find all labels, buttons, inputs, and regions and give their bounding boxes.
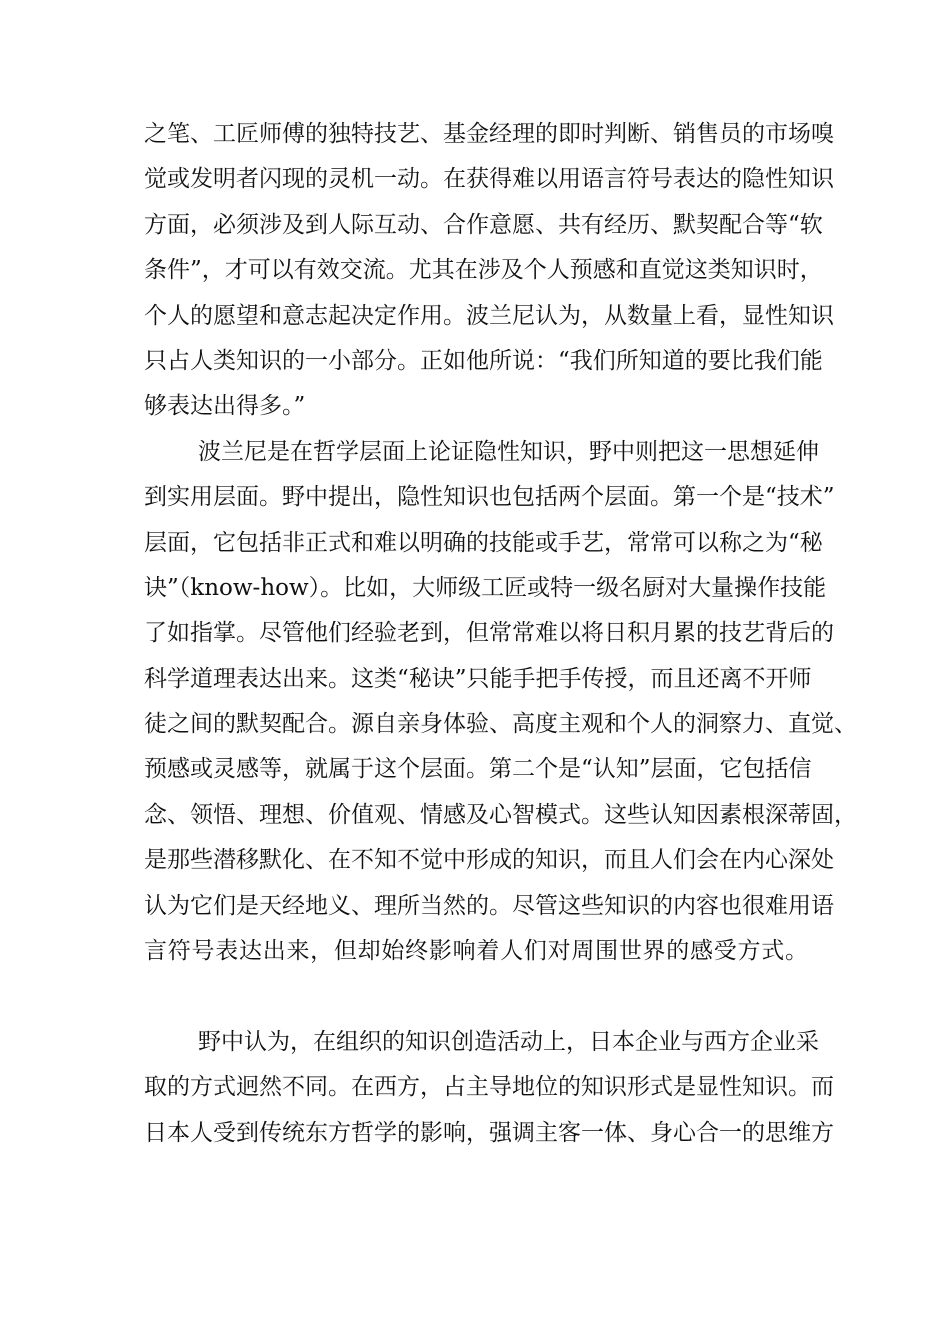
text-line: 层面，它包括非正式和难以明确的技能或手艺，常常可以称之为“秘 [144,529,823,556]
text-line: 条件”，才可以有效交流。尤其在涉及个人预感和直觉这类知识时， [144,257,823,284]
text-line: 到实用层面。野中提出，隐性知识也包括两个层面。第一个是“技术” [144,484,835,511]
document-page [144,112,857,1156]
paragraph-2 [144,430,857,1020]
text-line: 波兰尼是在哲学层面上论证隐性知识，野中则把这一思想延伸 [198,438,819,465]
text-line: 预感或灵感等，就属于这个层面。第二个是“认知”层面，它包括信 [144,756,812,783]
text-line: 了如指掌。尽管他们经验老到，但常常难以将日积月累的技艺背后的 [144,620,834,647]
text-line: 个人的愿望和意志起决定作用。波兰尼认为，从数量上看，显性知识 [144,302,834,329]
text-line: 念、领悟、理想、价值观、情感及心智模式。这些认知因素根深蒂固， [144,801,857,828]
text-line: 日本人受到传统东方哲学的影响，强调主客一体、身心合一的思维方 [144,1119,834,1146]
text-line: 诀”（know-how）。比如，大师级工匠或特一级名厨对大量操作技能 [144,574,827,601]
text-line: 言符号表达出来，但却始终影响着人们对周围世界的感受方式。 [144,938,808,965]
text-line: 野中认为，在组织的知识创造活动上，日本企业与西方企业采 [198,1028,819,1055]
text-line: 之笔、工匠师傅的独特技艺、基金经理的即时判断、销售员的市场嗅 [144,121,834,147]
paragraph-1 [144,112,834,430]
text-line: 只占人类知识的一小部分。正如他所说：“我们所知道的要比我们能 [144,347,823,374]
text-line: 取的方式迥然不同。在西方，占主导地位的知识形式是显性知识。而 [144,1074,834,1101]
text-line [144,974,808,1019]
text-line: 科学道理表达出来。这类“秘诀”只能手把手传授，而且还离不开师 [144,665,812,692]
paragraph-3 [144,1020,834,1156]
text-line: 是那些潜移默化、在不知不觉中形成的知识，而且人们会在内心深处 [144,847,834,874]
text-line: 认为它们是天经地义、理所当然的。尽管这些知识的内容也很难用语 [144,892,834,919]
text-line: 徒之间的默契配合。源自亲身体验、高度主观和个人的洞察力、直觉、 [144,711,857,738]
text-line: 觉或发明者闪现的灵机一动。在获得难以用语言符号表达的隐性知识 [144,166,834,193]
text-line: 够表达出得多。” [144,393,306,420]
text-line: 方面，必须涉及到人际互动、合作意愿、共有经历、默契配合等“软 [144,211,823,238]
